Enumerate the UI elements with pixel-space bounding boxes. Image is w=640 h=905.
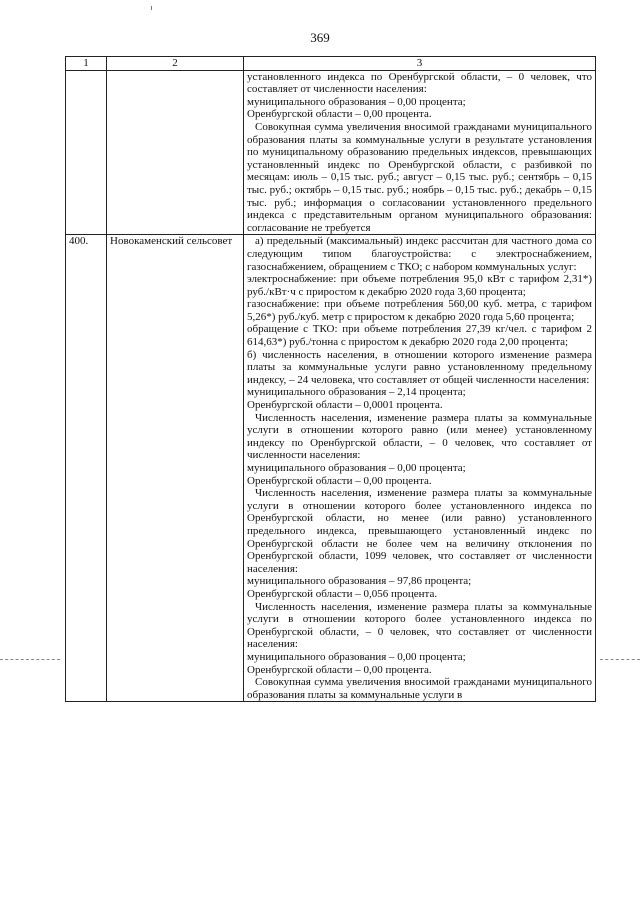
paragraph: Оренбургской области – 0,00 процента. [247, 474, 432, 487]
table-row-continuation [66, 70, 596, 235]
row-name-cell: Новокаменский сельсовет [107, 235, 244, 702]
paragraph: Оренбургской области – 0,00 процента. [247, 108, 432, 121]
row-content-cell [244, 70, 596, 235]
header-col-2: 2 [107, 57, 244, 71]
row-content-cell [244, 235, 596, 702]
scan-fold-line-right [600, 659, 640, 660]
paragraph: Численность населения, изменение размера платы за коммунальные услуги в отношении которого более установленного индекса по Оренбургской области, – 0 человек, что составляет от численности населения: [247, 600, 592, 651]
paragraph: Оренбургской области – 0,0001 процента. [247, 399, 443, 412]
paragraph: б) численность населения, в отношении которого изменение размера платы за коммунальные услуги равно установленному предельному индексу, – 24 человека, что составляет от общей численности населения: [247, 348, 592, 386]
paragraph: газоснабжение: при объеме потребления 560,00 куб. метра, с тарифом 5,26*) руб./куб. метр с приростом к декабрю 2020 года 5,60 процента; [247, 298, 592, 323]
scan-tick-mark [151, 6, 152, 10]
paragraph: Оренбургской области – 0,056 процента. [247, 587, 438, 600]
table-header-row [66, 57, 596, 71]
paragraph: обращение с ТКО: при объеме потребления 27,39 кг/чел. с тарифом 2 614,63*) руб./тонна с приростом к декабрю 2020 года 2,00 процента; [247, 323, 592, 349]
table-row-400 [66, 235, 596, 702]
paragraph: муниципального образования – 0,00 процента; [247, 462, 466, 474]
paragraph: Совокупная сумма увеличения вносимой гражданами муниципального образования платы за коммунальные услуги в результате установления по муниципальному образованию предельных индексов, превышающих установленный индекс по Оренбургской области, с разбивкой по месяцам: июль – 0,15 тыс. руб.; август – 0,15 тыс. руб.; сентябрь – 0,15 тыс. руб.; октябрь – 0,15 тыс. руб.; ноябрь – 0,15 тыс. руб.; декабрь – 0,15 тыс. руб.; информация о согласовании установленного предельного индекса с представительным органом муниципального образования: согласование не требуется [247, 120, 592, 234]
header-col-1: 1 [66, 57, 107, 71]
paragraph: муниципального образования – 0,00 процента; [247, 95, 466, 108]
paragraph: а) предельный (максимальный) индекс рассчитан для частного дома со следующим типом благоустройства: с электроснабжением, газоснабжением, обращением с ТКО; с набором коммунальных услуг: [247, 235, 592, 273]
scan-fold-line-left [0, 659, 60, 660]
paragraph: муниципального образования – 2,14 процента; [247, 386, 466, 399]
page-number: 369 [310, 30, 330, 45]
paragraph: Совокупная сумма увеличения вносимой гражданами муниципального образования платы за коммунальные услуги в [247, 676, 592, 701]
header-col-3: 3 [244, 57, 596, 71]
paragraph: Численность населения, изменение размера платы за коммунальные услуги в отношении которого равно (или менее) установленному индексу по Оренбургской области, – 0 человек, что составляет от численности населения: [247, 411, 592, 462]
paragraph: муниципального образования – 97,86 процента; [247, 575, 472, 588]
paragraph: муниципального образования – 0,00 процента; [247, 650, 466, 663]
row-number-cell: 400. [66, 235, 107, 702]
paragraph: Численность населения, изменение размера платы за коммунальные услуги в отношении которого более установленного индекса по Оренбургской области, но менее (или равно) установленного предельного индекса, превышающего установленный индекс по Оренбургской области не более чем на величину отклонения по Оренбургской области, 1099 человек, что составляет от численности населения: [247, 487, 592, 575]
row-number-cell [66, 70, 107, 235]
paragraph: электроснабжение: при объеме потребления 95,0 кВт с тарифом 2,31*) руб./кВт·ч с приростом к декабрю 2020 года 3,60 процента; [247, 273, 592, 298]
document-table [65, 56, 596, 702]
paragraph: установленного индекса по Оренбургской области, – 0 человек, что составляет от численности населения: [247, 70, 592, 96]
row-name-cell [107, 70, 244, 235]
paragraph: Оренбургской области – 0,00 процента. [247, 663, 432, 676]
